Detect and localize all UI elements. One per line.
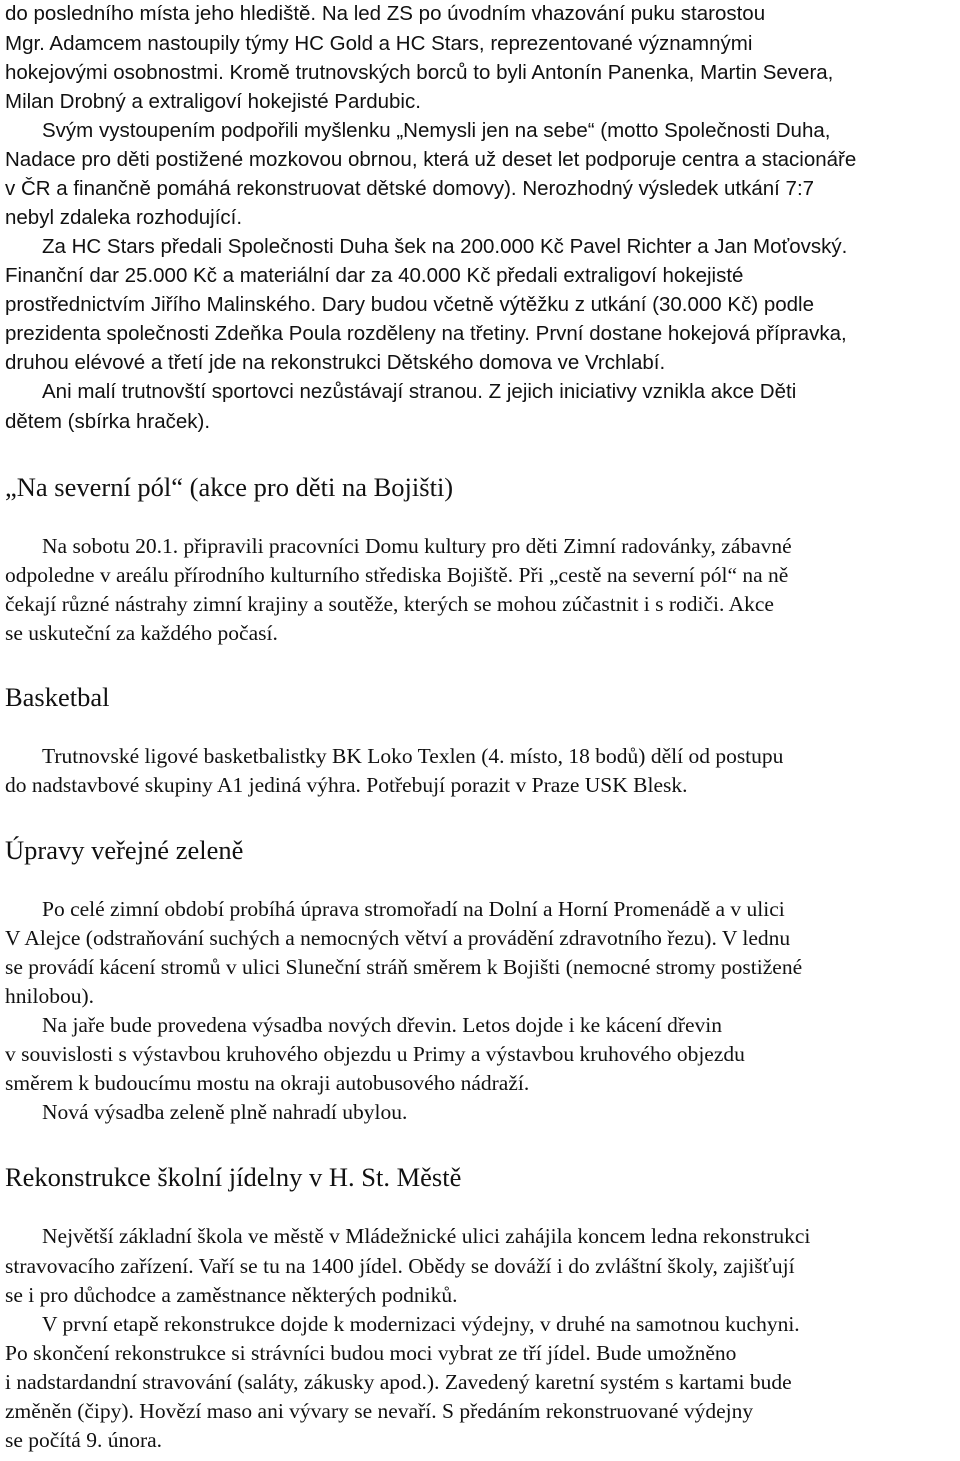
paragraph-line: V Alejce (odstraňování suchých a nemocných větví a provádění zdravotního řezu). V lednu <box>5 926 791 950</box>
paragraph-line: prostřednictvím Jiřího Malinského. Dary budou včetně výtěžku z utkání (30.000 Kč) podle <box>5 293 815 316</box>
paragraph-line: prezidenta společnosti Zdeňka Poula rozděleny na třetiny. První dostane hokejová přípravka, <box>5 322 847 345</box>
paragraph-line: se provádí kácení stromů v ulici Sluneční stráň směrem k Bojišti (nemocné stromy postižené <box>5 955 803 979</box>
section-heading: Úpravy veřejné zeleně <box>5 835 244 865</box>
paragraph-line: se uskuteční za každého počasí. <box>5 621 278 645</box>
paragraph-line: Trutnovské ligové basketbalistky BK Loko Texlen (4. místo, 18 bodů) dělí od postupu <box>42 744 784 768</box>
paragraph-line: hnilobou). <box>5 984 94 1008</box>
paragraph-line: Nová výsadba zeleně plně nahradí ubylou. <box>42 1100 408 1124</box>
paragraph-line: hokejovými osobnostmi. Kromě trutnovských borců to byli Antonín Panenka, Martin Severa, <box>5 61 834 84</box>
paragraph-line: nebyl zdaleka rozhodující. <box>5 206 243 229</box>
paragraph-line: změněn (čipy). Hovězí maso ani vývary se nevaří. S předáním rekonstruované výdejny <box>5 1399 754 1423</box>
paragraph-line: Na jaře bude provedena výsadba nových dřevin. Letos dojde i ke kácení dřevin <box>42 1013 722 1037</box>
section-heading: Basketbal <box>5 682 110 712</box>
paragraph-line: do posledního místa jeho hlediště. Na led ZS po úvodním vhazování puku starostou <box>5 2 766 25</box>
paragraph-line: v ČR a finančně pomáhá rekonstruovat dětské domovy). Nerozhodný výsledek utkání 7:7 <box>5 177 815 200</box>
paragraph-line: stravovacího zařízení. Vaří se tu na 1400 jídel. Obědy se dováží i do zvláštní školy, zajišťují <box>5 1254 795 1278</box>
paragraph-line: Ani malí trutnovští sportovci nezůstávají stranou. Z jejich iniciativy vznikla akce Děti <box>42 380 797 403</box>
section-heading: Rekonstrukce školní jídelny v H. St. Městě <box>5 1162 462 1192</box>
paragraph-line: v souvislosti s výstavbou kruhového objezdu u Primy a výstavbou kruhového objezdu <box>5 1042 745 1066</box>
paragraph-line: Na sobotu 20.1. připravili pracovníci Domu kultury pro děti Zimní radovánky, zábavné <box>42 534 792 558</box>
paragraph-line: Po celé zimní období probíhá úprava stromořadí na Dolní a Horní Promenádě a v ulici <box>42 897 785 921</box>
paragraph-line: Finanční dar 25.000 Kč a materiální dar za 40.000 Kč předali extraligoví hokejisté <box>5 264 744 287</box>
paragraph-line: Nadace pro děti postižené mozkovou obrnou, která už deset let podporuje centra a stacionáře <box>5 148 857 171</box>
paragraph-line: Milan Drobný a extraligoví hokejisté Pardubic. <box>5 90 421 113</box>
paragraph-line: Mgr. Adamcem nastoupily týmy HC Gold a HC Stars, reprezentované významnými <box>5 32 753 55</box>
paragraph-line: čekají různé nástrahy zimní krajiny a soutěže, kterých se mohou zúčastnit i s rodiči. Akce <box>5 592 774 616</box>
paragraph-line: do nadstavbové skupiny A1 jediná výhra. Potřebují porazit v Praze USK Blesk. <box>5 773 688 797</box>
paragraph-line: druhou elévové a třetí jde na rekonstrukci Dětského domova ve Vrchlabí. <box>5 351 666 374</box>
paragraph-line: dětem (sbírka hraček). <box>5 410 211 433</box>
paragraph-line: Po skončení rekonstrukce si strávníci budou moci vybrat ze tří jídel. Bude umožněno <box>5 1341 737 1365</box>
paragraph-line: směrem k budoucímu mostu na okraji autobusového nádraží. <box>5 1071 530 1095</box>
paragraph-line: se počítá 9. února. <box>5 1428 163 1452</box>
paragraph-line: Svým vystoupením podpořili myšlenku „Nemysli jen na sebe“ (motto Společnosti Duha, <box>42 119 831 142</box>
paragraph-line: i nadstardandní stravování (saláty, zákusky apod.). Zavedený karetní systém s kartami bude <box>5 1370 792 1394</box>
paragraph-line: Za HC Stars předali Společnosti Duha šek na 200.000 Kč Pavel Richter a Jan Moťovský. <box>42 235 848 258</box>
paragraph-line: odpoledne v areálu přírodního kulturního střediska Bojiště. Při „cestě na severní pól“ na ně <box>5 563 789 587</box>
section-heading: „Na severní pól“ (akce pro děti na Bojišti) <box>5 472 454 502</box>
paragraph-line: V první etapě rekonstrukce dojde k modernizaci výdejny, v druhé na samotnou kuchyni. <box>42 1312 800 1336</box>
paragraph-line: se i pro důchodce a zaměstnance některých podniků. <box>5 1283 458 1307</box>
paragraph-line: Největší základní škola ve městě v Mládežnické ulici zahájila koncem ledna rekonstrukci <box>42 1224 811 1248</box>
